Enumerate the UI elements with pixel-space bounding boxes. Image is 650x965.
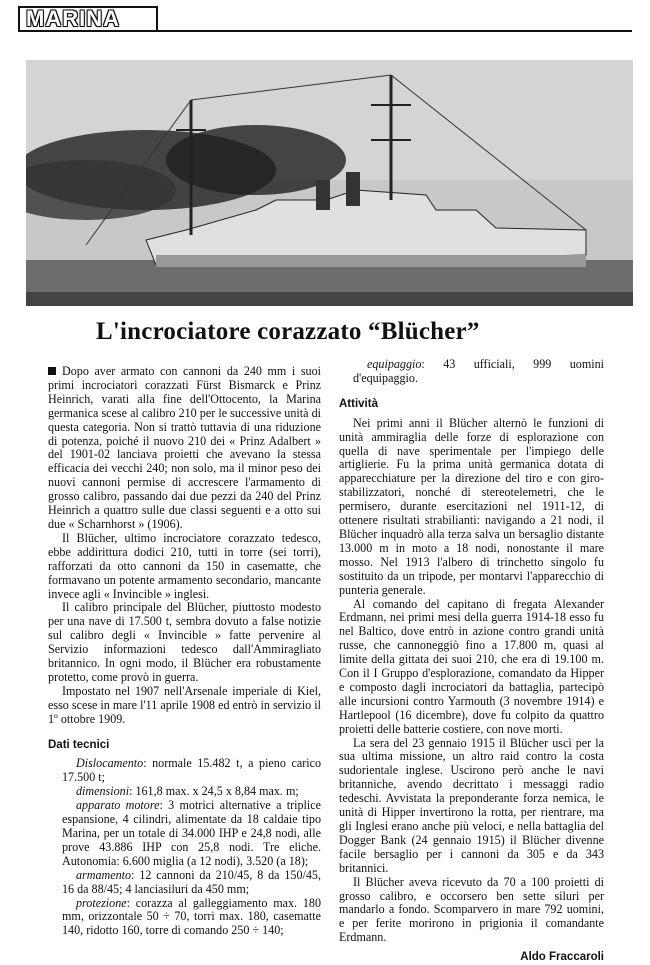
spec-dimensioni: dimensioni: 161,8 max. x 24,5 x 8,84 max. m;: [76, 784, 299, 799]
intro-paragraph-1: Dopo aver armato con cannoni da 240 mm i suoi primi incrociatori corazzati Fürst Bismarck e Prinz Heinrich, varati alla fine dell'Ottocento, la Marina germanica scese al calibro 210 per le successive unità di questa categoria. Non si trattò tuttavia di una riduzione di potenza, poiché il nuovo 210 dei « Prinz Adalbert » del 1901-02 lanciava proietti che avevano la stessa efficacia dei vecchi 240; non solo, ma il minor peso dei nuovi cannoni permise di accrescere l'armamento di grosso calibro, passando dai due pezzi da 240 del Prinz Heinrich a quattro sulle due classi seguenti e a otto sui due « Scharnhorst » (1906).: [48, 364, 321, 531]
spec-equipaggio: equipaggio: 43 ufficiali, 999 uomini d'equipaggio.: [353, 357, 604, 385]
left-column: [48, 365, 321, 938]
author-signature: Aldo Fraccaroli: [520, 951, 604, 964]
intro-paragraph-2: Il Blücher, ultimo incrociatore corazzato tedesco, ebbe addirittura dodici 210, tutti in torre (sei torri), rafforzati da otto cannoni da 150 in casematte, che formavano un potente armamento secondario, mancante invece agli « Invincible » inglesi.: [48, 530, 321, 601]
warship-photo-icon: [26, 60, 633, 306]
bullet-icon: [48, 367, 56, 375]
intro-paragraph-3: Il calibro principale del Blücher, piuttosto modesto per una nave di 17.500 t, sembra dovuto a false notizie sul calibro degli « Invincible » fatte pervenire al Servizio informazioni tedesco dall'Ammiragliato britannico. In ogni modo, il Blücher era robustamente protetto, come provò in guerra.: [48, 600, 321, 684]
attivita-paragraph-2: Al comando del capitano di fregata Alexander Erdmann, nei primi mesi della guerra 1914-18 esso fu nel Baltico, dove entrò in azione contro grandi unità russe, che cannoneggiò fino a 17.800 m, quasi al limite della gittata dei suoi 210, che era di 19.100 m. Con il I Gruppo d'esplorazione, comandato da Hipper e composto dagli incrociatori da battaglia, partecipò alle incursioni contro Yarmouth (3 novembre 1914) e Hartlepool (16 dicembre), dove fu colpito da quattro proietti delle batterie costiere, con nove morti.: [339, 596, 604, 736]
spec-dislocamento: Dislocamento: normale 15.482 t, a pieno carico 17.500 t;: [62, 756, 321, 785]
article-headline: L'incrociatore corazzato “Blücher”: [96, 318, 480, 345]
spec-armamento: armamento: 12 cannoni da 210/45, 8 da 150/45, 16 da 88/45; 4 lanciasiluri da 450 mm;: [62, 867, 321, 896]
attivita-heading: Attività: [339, 397, 378, 410]
masthead-rule: [158, 30, 632, 32]
warship-photo: [26, 60, 633, 306]
dati-heading: Dati tecnici: [48, 738, 110, 751]
spec-protezione: protezione: corazza al galleggiamento max. 180 mm, orizzontale 50 ÷ 70, torri max. 180, casematte 140, ridotto 160, torre di comando 250 ÷ 140;: [62, 895, 321, 938]
section-masthead: MARINA: [18, 6, 158, 32]
intro-paragraph-4: Impostato nel 1907 nell'Arsenale imperiale di Kiel, esso scese in mare l'11 aprile 1908 ed entrò in servizio il 1º ottobre 1909.: [48, 683, 321, 726]
attivita-paragraph-1: Nei primi anni il Blücher alternò le funzioni di unità ammiraglia delle forze di esplorazione con quella di nave sperimentale per l'impiego delle artiglierie. Fu la prima unità germanica dotata di apparecchiature per la direzione del tiro e con giro-stabilizzatori, nonché di stereotelemetri, che le permisero, durante esercitazioni nel 1911-12, di ottenere risultati strabilianti: navigando a 21 nodi, il Blücher inquadrò alla terza salva un bersaglio distante 13.000 m in moto a 18 nodi, nonostante il mare mosso. Nel 1913 l'albero di trinchetto singolo fu sostituito da un tripode, per montarvi l'apparecchio di punteria generale.: [339, 415, 604, 597]
attivita-paragraph-4: Il Blücher aveva ricevuto da 70 a 100 proietti di grosso calibro, e occorsero ben sette siluri per mandarlo a fondo. Scomparvero in mare 792 uomini, e per ferite morirono in prigionia il comandante Erdmann.: [339, 874, 604, 945]
attivita-paragraph-3: La sera del 23 gennaio 1915 il Blücher uscì per la sua ultima missione, un altro raid contro la costa sudorientale inglese. Uscirono però anche le navi britanniche, avendo decrittato i messaggi radio tedeschi. Avvistata la preponderante forza nemica, le unità di Hipper invertirono la rotta, per rientrare, ma gli Inglesi erano anche più veloci, e nella battaglia del Dogger Bank (24 gennaio 1915) il Blücher divenne facile bersaglio per i cannoni da 305 e da 343 britannici.: [339, 735, 604, 875]
right-column: [339, 358, 604, 965]
spec-apparato-motore: apparato motore: 3 motrici alternative a triplice espansione, 4 cilindri, alimentate da 18 caldaie tipo Marina, per un totale di 34.000 IHP e 24,8 nodi, alle prove 43.886 IHP con 25,8 nodi. Tre eliche. Autonomia: 6.600 miglia (a 12 nodi), 3.520 (a 18);: [62, 798, 321, 868]
